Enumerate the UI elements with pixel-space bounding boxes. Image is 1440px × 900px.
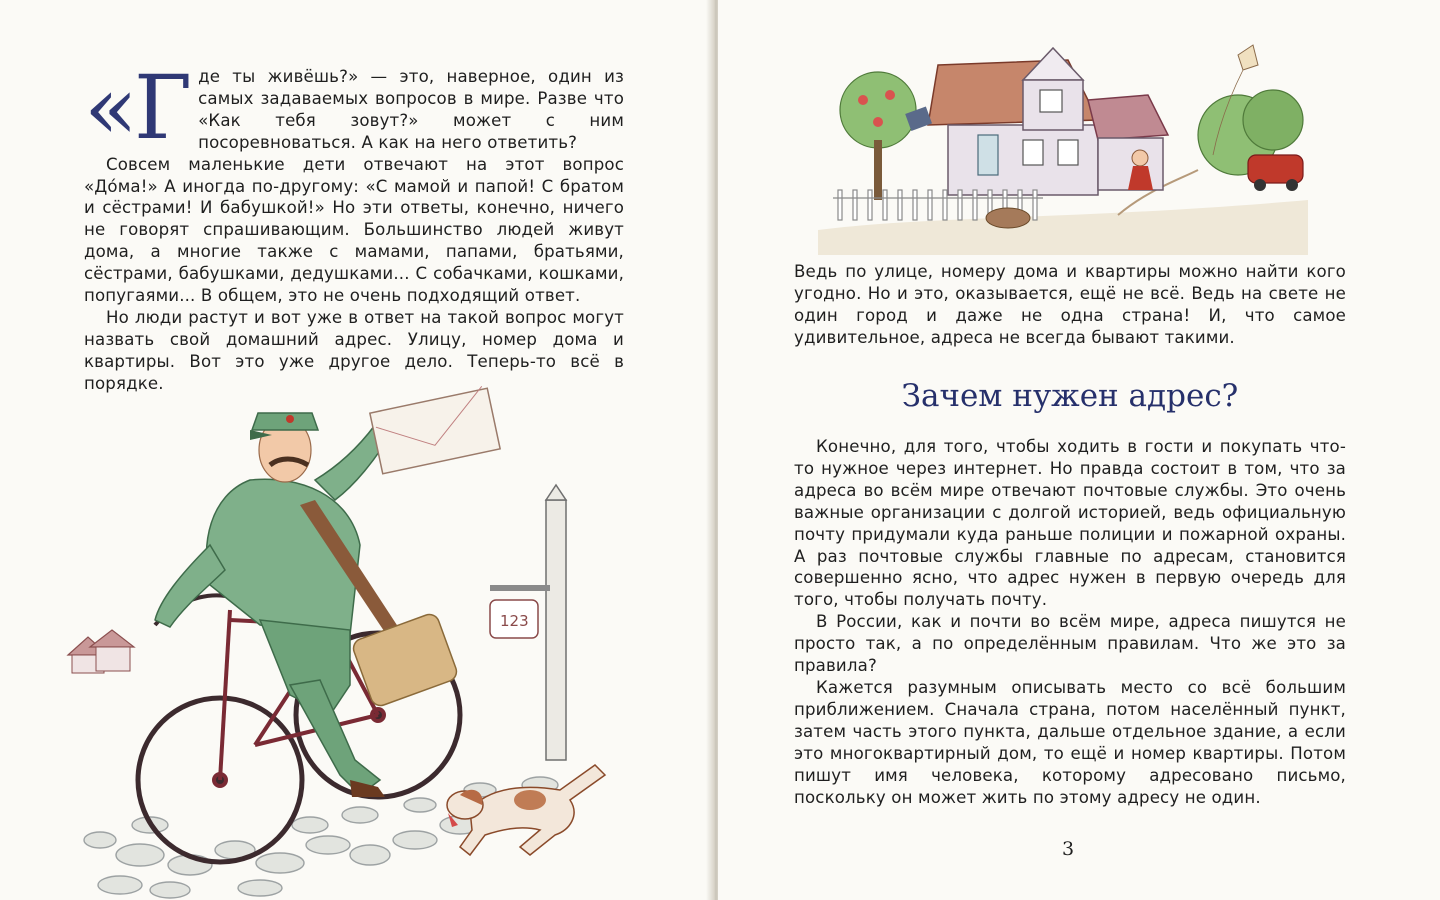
mailbox-signpost xyxy=(490,485,566,760)
dog-lying xyxy=(986,208,1030,228)
house-number-text: 123 xyxy=(500,612,529,630)
drop-cap-quote: « xyxy=(84,56,134,159)
paragraph-2: Совсем маленькие дети отвечают на этот вопрос «До́ма!» А иногда по-другому: «С мамой и папой! С братом и сёстрами! И бабушкой!» Но эти ответы, конечно, ничего не говорят спрашивающим. Большинство людей живут дома, а многие также с мамами, папами, братьями, сёстрами, бабушками, дедушками... С собачками, кошками, попугаями... В общем, это не очень подходящий ответ. xyxy=(84,154,624,306)
drop-cap-letter: Г xyxy=(133,56,189,159)
paragraph-3: Но люди растут и вот уже в ответ на такой вопрос могут назвать свой домашний адрес. Улицу, номер дома и квартиры. Вот это уже другое дело. Теперь-то всё в порядке. xyxy=(84,307,624,393)
paragraph-right-2: В России, как и почти во всём мире, адреса пишутся не просто так, а по определённым правилам. Что же это за правила? xyxy=(794,612,1346,676)
running-dog xyxy=(447,765,605,855)
paragraph-right-1: Конечно, для того, чтобы ходить в гости и покупать что-то нужное через интернет. Но правда состоит в том, что за адреса во всём мире отвечают почтовые службы. Это очень важные организации с долгой историей, ведь официальную почту придумали куда раньше полиции и пожарной охраны. А раз почтовые службы главные по адресам, становится совершенно ясно, что адрес нужен в первую очередь для того, чтобы получать почту. xyxy=(794,437,1346,610)
paragraph-1-text: де ты живёшь?» — это, наверное, один из самых задаваемых вопросов в мире. Разве что «Как тебя зовут?» может с ним посоревноваться. А как на него ответить? xyxy=(198,67,624,152)
cobblestone-ground xyxy=(84,777,558,898)
intro-paragraph xyxy=(84,56,624,159)
section-heading: Зачем нужен адрес? xyxy=(901,378,1239,414)
drop-cap xyxy=(84,56,189,159)
house-illustration xyxy=(818,40,1308,255)
page-number: 3 xyxy=(1061,838,1075,860)
background-houses xyxy=(68,630,134,673)
red-car xyxy=(1248,155,1303,191)
right-intro-text xyxy=(794,261,1346,349)
paragraph-right-3: Кажется разумным описывать место со всё большим приближением. Сначала страна, потом населённый пункт, затем часть этого пункта, дальше отдельное здание, а если это многоквартирный дом, то ещё и номер квартиры. Потом пишут имя человека, которому адресовано письмо, поскольку он может жить по этому адресу не один. xyxy=(794,677,1346,807)
left-page xyxy=(0,0,712,900)
intro-paragraph-right: Ведь по улице, номеру дома и квартиры можно найти кого угодно. Но и это, оказывается, ещё не всё. Ведь на свете не один город и даже не одна страна! И, что самое удивительное, адреса не всегда бывают такими. xyxy=(794,262,1346,347)
postman-figure xyxy=(155,413,459,797)
left-page-text xyxy=(84,56,624,395)
postman-bicycle-illustration xyxy=(60,385,620,900)
right-body-text xyxy=(794,436,1346,808)
house xyxy=(905,48,1168,195)
envelope xyxy=(370,386,500,473)
right-page xyxy=(718,0,1440,900)
